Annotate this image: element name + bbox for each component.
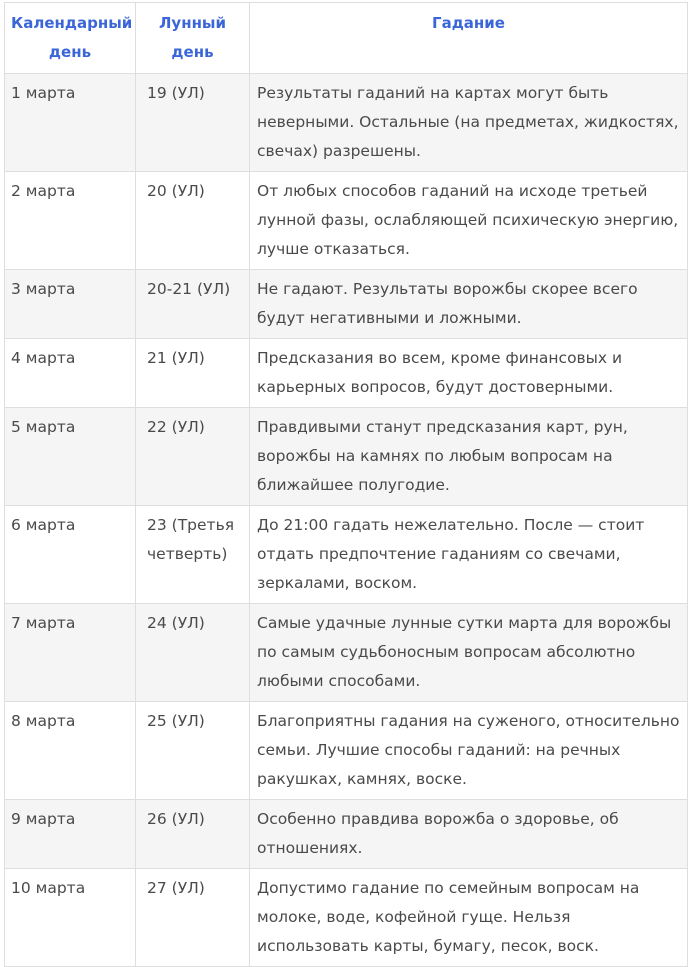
header-divination: Гадание	[250, 3, 688, 74]
table-row	[5, 604, 688, 702]
divination-cell: От любых способов гаданий на исходе третьей лунной фазы, ослабляющей психическую энергию, лучше отказаться.	[250, 172, 688, 270]
lunar-day-cell: 20-21 (УЛ)	[136, 270, 250, 339]
header-row	[5, 3, 688, 74]
divination-cell: Допустимо гадание по семейным вопросам на молоке, воде, кофейной гуще. Нельзя использовать карты, бумагу, песок, воск.	[250, 869, 688, 967]
header-lunar-day: Лунный день	[136, 3, 250, 74]
table-header	[5, 3, 688, 74]
lunar-day-cell: 27 (УЛ)	[136, 869, 250, 967]
divination-cell: Не гадают. Результаты ворожбы скорее всего будут негативными и ложными.	[250, 270, 688, 339]
divination-cell: Особенно правдива ворожба о здоровье, об отношениях.	[250, 800, 688, 869]
date-cell: 9 марта	[5, 800, 136, 869]
divination-cell: Результаты гаданий на картах могут быть неверными. Остальные (на предметах, жидкостях, свечах) разрешены.	[250, 74, 688, 172]
lunar-day-cell: 20 (УЛ)	[136, 172, 250, 270]
lunar-day-cell: 26 (УЛ)	[136, 800, 250, 869]
table-row	[5, 172, 688, 270]
lunar-day-cell: 19 (УЛ)	[136, 74, 250, 172]
date-cell: 8 марта	[5, 702, 136, 800]
table-row	[5, 339, 688, 408]
divination-cell: Предсказания во всем, кроме финансовых и карьерных вопросов, будут достоверными.	[250, 339, 688, 408]
date-cell: 6 марта	[5, 506, 136, 604]
table-body	[5, 74, 688, 967]
table-row	[5, 270, 688, 339]
date-cell: 5 марта	[5, 408, 136, 506]
date-cell: 3 марта	[5, 270, 136, 339]
header-calendar-day: Календарный день	[5, 3, 136, 74]
date-cell: 4 марта	[5, 339, 136, 408]
table-row	[5, 869, 688, 967]
divination-cell: Благоприятны гадания на суженого, относительно семьи. Лучшие способы гаданий: на речных ракушках, камнях, воске.	[250, 702, 688, 800]
lunar-day-cell: 23 (Третья четверть)	[136, 506, 250, 604]
table-row	[5, 74, 688, 172]
date-cell: 1 марта	[5, 74, 136, 172]
divination-cell: Правдивыми станут предсказания карт, рун, ворожбы на камнях по любым вопросам на ближайшее полугодие.	[250, 408, 688, 506]
table-row	[5, 506, 688, 604]
table-row	[5, 408, 688, 506]
lunar-day-cell: 24 (УЛ)	[136, 604, 250, 702]
table-row	[5, 702, 688, 800]
lunar-day-cell: 25 (УЛ)	[136, 702, 250, 800]
date-cell: 2 марта	[5, 172, 136, 270]
date-cell: 7 марта	[5, 604, 136, 702]
divination-cell: Самые удачные лунные сутки марта для ворожбы по самым судьбоносным вопросам абсолютно любыми способами.	[250, 604, 688, 702]
divination-cell: До 21:00 гадать нежелательно. После — стоит отдать предпочтение гаданиям со свечами, зеркалами, воском.	[250, 506, 688, 604]
lunar-day-cell: 22 (УЛ)	[136, 408, 250, 506]
table-row	[5, 800, 688, 869]
date-cell: 10 марта	[5, 869, 136, 967]
divination-calendar-table	[4, 2, 688, 967]
lunar-day-cell: 21 (УЛ)	[136, 339, 250, 408]
